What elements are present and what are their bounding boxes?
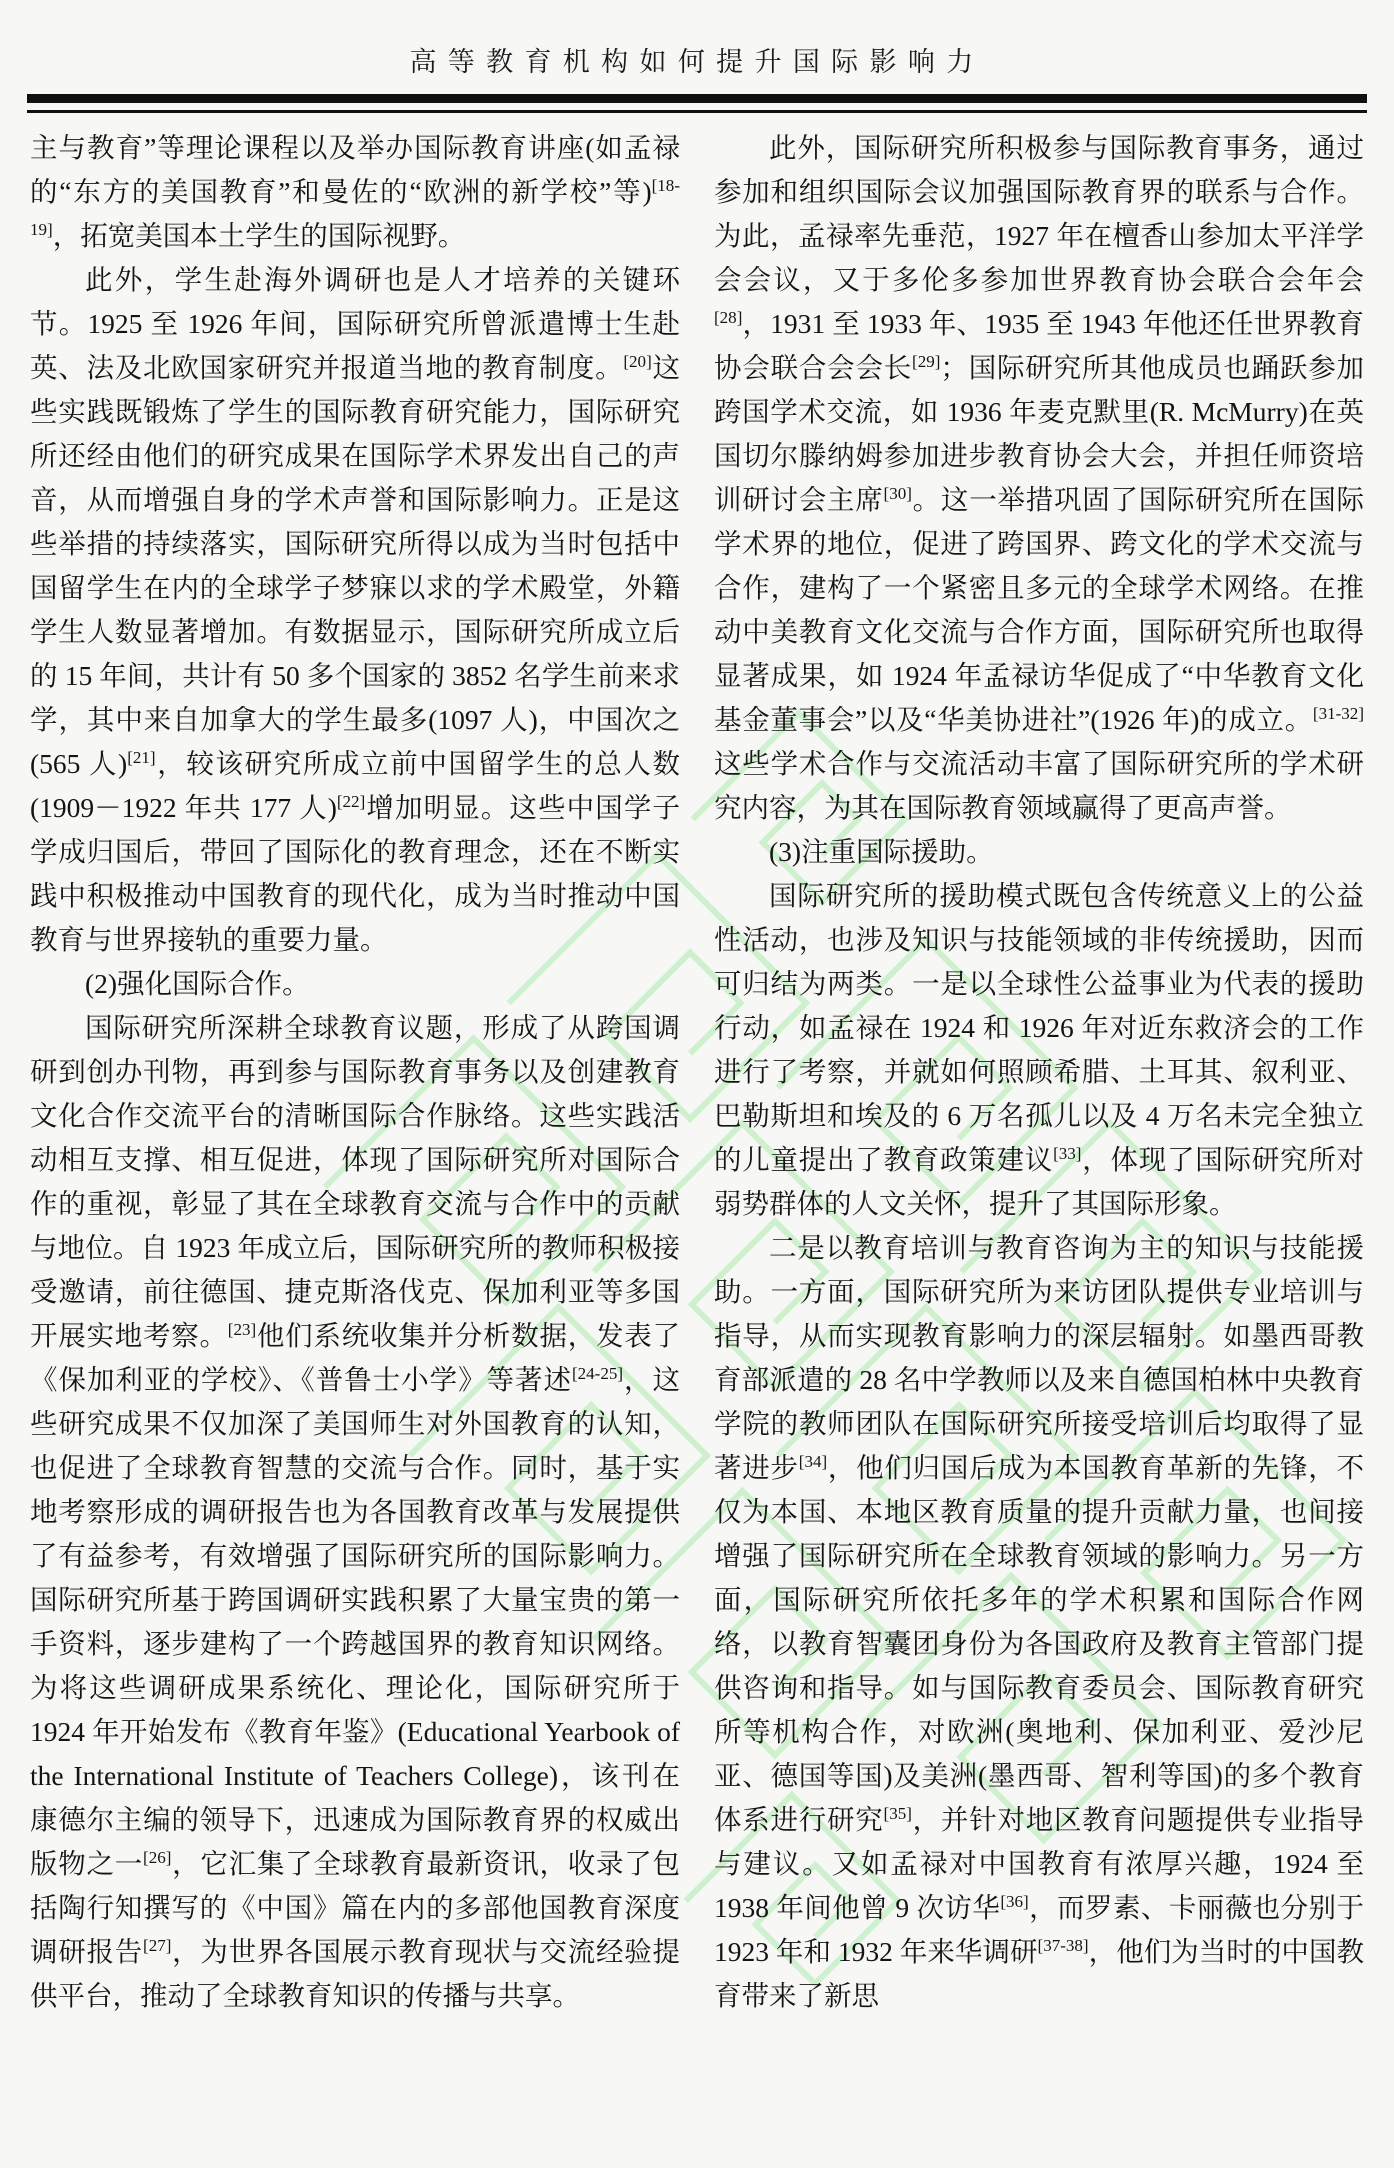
column-left [30, 126, 680, 2018]
paragraph: 主与教育”等理论课程以及举办国际教育讲座(如孟禄的“东方的美国教育”和曼佐的“欧洲的新学校”等)[18-19]，拓宽美国本土学生的国际视野。 [30, 132, 680, 251]
paragraph: 国际研究所深耕全球教育议题，形成了从跨国调研到创办刊物，再到参与国际教育事务以及创建教育文化合作交流平台的清晰国际合作脉络。这些实践活动相互支撑、相互促进，体现了国际研究所对国际合作的重视，彰显了其在全球教育交流与合作中的贡献与地位。自 1923 年成立后，国际研究所的教师积极接受邀请，前往德国、捷克斯洛伐克、保加利亚等多国开展实地考察。[23]他们系统收集并分析数据，发表了《保加利亚的学校》、《普鲁士小学》等著述[24-25]，这些研究成果不仅加深了美国师生对外国教育的认知，也促进了全球教育智慧的交流与合作。同时，基于实地考察形成的调研报告也为各国教育改革与发展提供了有益参考，有效增强了国际研究所的国际影响力。国际研究所基于跨国调研实践积累了大量宝贵的第一手资料，逐步建构了一个跨越国界的教育知识网络。为将这些调研成果系统化、理论化，国际研究所于 1924 年开始发布《教育年鉴》(Educational Yearbook of the International Institute of Teachers College)，该刊在康德尔主编的领导下，迅速成为国际教育界的权威出版物之一[26]，它汇集了全球教育最新资讯，收录了包括陶行知撰写的《中国》篇在内的多部他国教育深度调研报告[27]，为世界各国展示教育现状与交流经验提供平台，推动了全球教育知识的传播与共享。 [30, 1012, 681, 2011]
header-rule-thin [27, 110, 1367, 113]
citation-ref: [31-32] [1312, 703, 1364, 723]
paragraph: 此外，国际研究所积极参与国际教育事务，通过参加和组织国际会议加强国际教育界的联系与合作。为此，孟禄率先垂范，1927 年在檀香山参加太平洋学会会议，又于多伦多参加世界教育协会联合会年会[28]，1931 至 1933 年、1935 至 1943 年他还任世界教育协会联合会会长[29]；国际研究所其他成员也踊跃参加跨国学术交流，如 1936 年麦克默里(R. McMurry)在英国切尔滕纳姆参加进步教育协会大会，并担任师资培训研讨会主席[30]。这一举措巩固了国际研究所在国际学术界的地位，促进了跨国界、跨文化的学术交流与合作，建构了一个紧密且多元的全球学术网络。在推动中美教育文化交流与合作方面，国际研究所也取得显著成果，如 1924 年孟禄访华促成了“中华教育文化基金董事会”以及“华美协进社”(1926 年)的成立。[31-32]这些学术合作与交流活动丰富了国际研究所的学术研究内容，为其在国际教育领域赢得了更高声誉。 [714, 132, 1365, 823]
citation-ref: [21] [127, 747, 156, 767]
paragraph: (2)强化国际合作。 [85, 968, 310, 999]
citation-ref: [37-38] [1037, 1935, 1089, 1955]
running-title: 高等教育机构如何提升国际影响力 [409, 47, 985, 77]
citation-ref: [18-19] [30, 175, 680, 239]
header-rule-thick [27, 94, 1367, 103]
citation-ref: [28] [714, 307, 743, 327]
citation-ref: [27] [143, 1935, 172, 1955]
citation-ref: [36] [1000, 1891, 1029, 1911]
citation-ref: [35] [883, 1803, 912, 1823]
citation-ref: [26] [143, 1847, 172, 1867]
citation-ref: [33] [1053, 1143, 1082, 1163]
citation-ref: [34] [798, 1451, 828, 1471]
citation-ref: [24-25] [571, 1363, 624, 1383]
paragraph: 此外，学生赴海外调研也是人才培养的关键环节。1925 至 1926 年间，国际研究所曾派遣博士生赴英、法及北欧国家研究并报道当地的教育制度。[20]这些实践既锻炼了学生的国际教育研究能力，国际研究所还经由他们的研究成果在国际学术界发出自己的声音，从而增强自身的学术声誉和国际影响力。正是这些举措的持续落实，国际研究所得以成为当时包括中国留学生在内的全球学子梦寐以求的学术殿堂，外籍学生人数显著增加。有数据显示，国际研究所成立后的 15 年间，共计有 50 多个国家的 3852 名学生前来求学，其中来自加拿大的学生最多(1097 人)，中国次之(565 人)[21]，较该研究所成立前中国留学生的总人数(1909－1922 年共 177 人)[22]增加明显。这些中国学子学成归国后，带回了国际化的教育理念，还在不断实践中积极推动中国教育的现代化，成为当时推动中国教育与世界接轨的重要力量。 [30, 264, 681, 955]
citation-ref: [20] [623, 351, 652, 371]
citation-ref: [29] [912, 351, 941, 371]
paragraph: (3)注重国际援助。 [769, 836, 994, 867]
citation-ref: [30] [883, 483, 912, 503]
paragraph: 二是以教育培训与教育咨询为主的知识与技能援助。一方面，国际研究所为来访团队提供专业培训与指导，从而实现教育影响力的深层辐射。如墨西哥教育部派遣的 28 名中学教师以及来自德国柏林中央教育学院的教师团队在国际研究所接受培训后均取得了显著进步[34]，他们归国后成为本国教育革新的先锋，不仅为本国、本地区教育质量的提升贡献力量，也间接增强了国际研究所在全球教育领域的影响力。另一方面，国际研究所依托多年的学术积累和国际合作网络，以教育智囊团身份为各国政府及教育主管部门提供咨询和指导。如与国际教育委员会、国际教育研究所等机构合作，对欧洲(奥地利、保加利亚、爱沙尼亚、德国等国)及美洲(墨西哥、智利等国)的多个教育体系进行研究[35]，并针对地区教育问题提供专业指导与建议。又如孟禄对中国教育有浓厚兴趣，1924 至 1938 年间他曾 9 次访华[36]，而罗素、卡丽薇也分别于 1923 年和 1932 年来华调研[37-38]，他们为当时的中国教育带来了新思 [714, 1232, 1365, 2011]
text-columns [30, 126, 1364, 2018]
citation-ref: [23] [227, 1319, 257, 1339]
citation-ref: [22] [336, 791, 366, 811]
paragraph: 国际研究所的援助模式既包含传统意义上的公益性活动，也涉及知识与技能领域的非传统援助，因而可归结为两类。一是以全球性公益事业为代表的援助行动，如孟禄在 1924 和 1926 年对近东救济会的工作进行了考察，并就如何照顾希腊、土耳其、叙利亚、巴勒斯坦和埃及的 6 万名孤儿以及 4 万名未完全独立的儿童提出了教育政策建议[33]，体现了国际研究所对弱势群体的人文关怀，提升了其国际形象。 [714, 880, 1365, 1219]
page-header [27, 40, 1367, 79]
column-right [714, 126, 1364, 2018]
